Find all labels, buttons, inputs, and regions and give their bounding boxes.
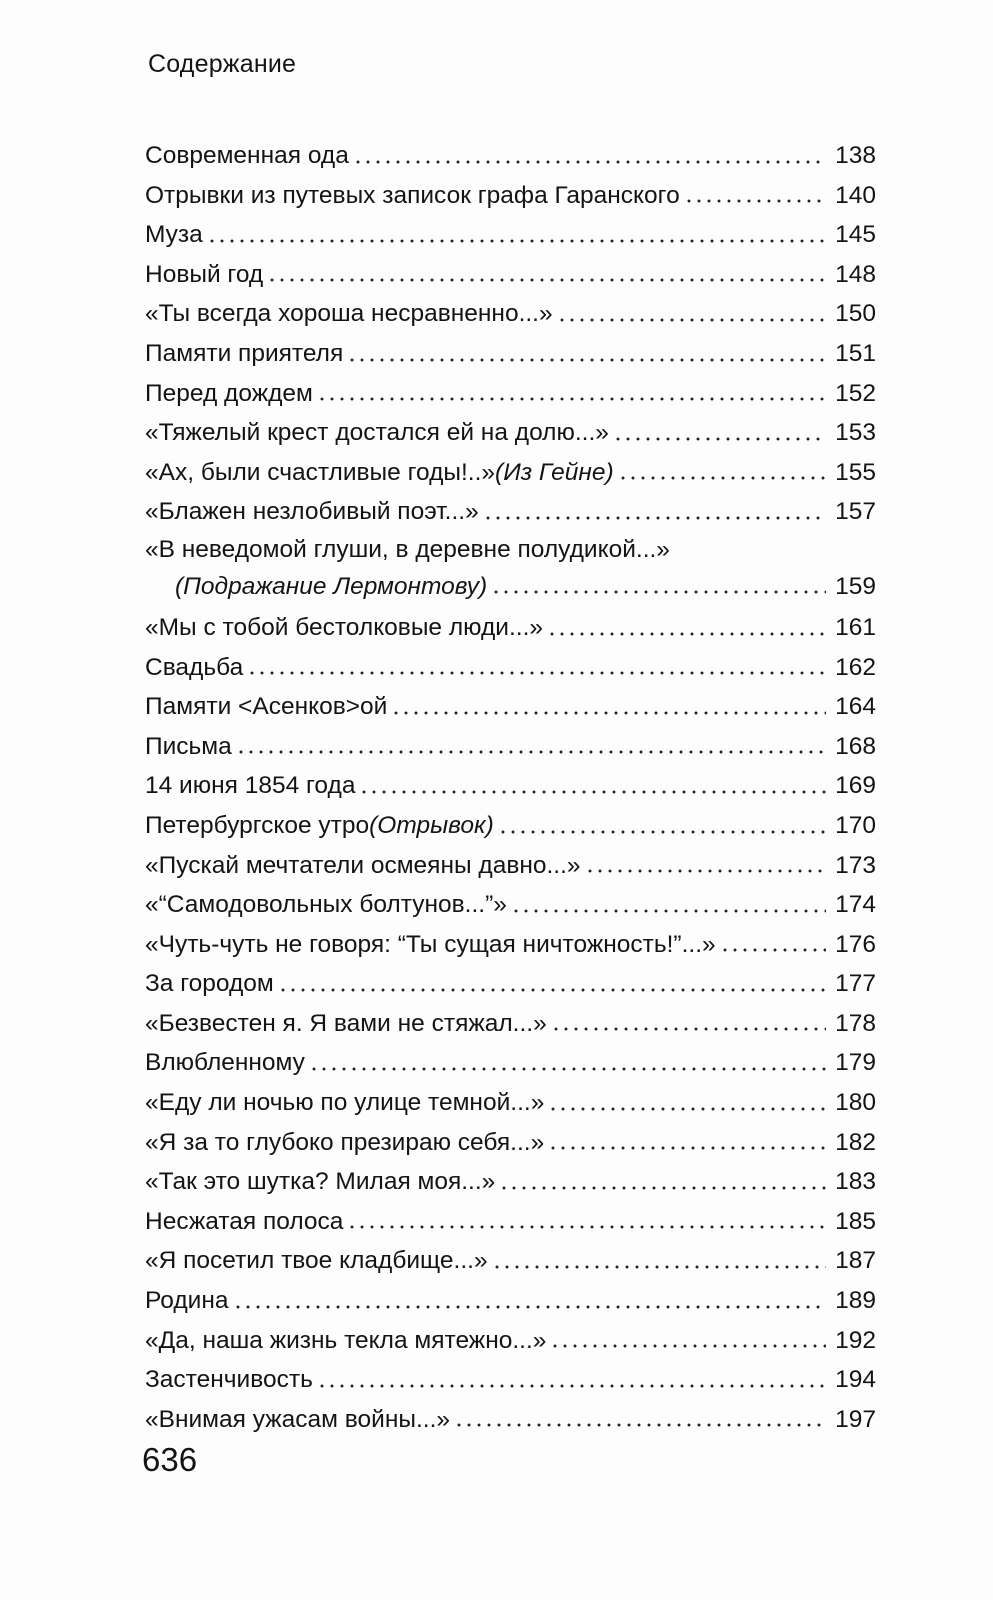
toc-entry-title: «Ты всегда хороша несравненно...» [145, 300, 553, 328]
toc-entry-page: 170 [835, 811, 876, 839]
toc-entry [145, 1004, 876, 1044]
toc-entry [145, 136, 876, 176]
toc-entry [145, 1281, 876, 1321]
toc-entry-page: 155 [835, 458, 876, 486]
toc-entry-title: «Чуть-чуть не говоря: “Ты сущая ничтожность!”...» [145, 930, 716, 958]
toc-entry-page: 152 [835, 379, 876, 407]
toc-entry [145, 648, 876, 688]
toc-entry [145, 687, 876, 727]
toc-entry-title: Памяти приятеля [145, 339, 344, 367]
toc-entry-page: 148 [835, 260, 876, 288]
toc-entry-page: 164 [835, 693, 876, 721]
toc-entry-page: 145 [835, 221, 876, 249]
toc-entry [145, 1202, 876, 1242]
toc-entry [145, 413, 876, 453]
toc-entry [145, 806, 876, 846]
toc-entry [145, 294, 876, 334]
toc-entry-title: Несжатая полоса [145, 1207, 344, 1235]
dot-leader [309, 1064, 826, 1074]
toc-entry [145, 608, 876, 648]
dot-leader [548, 1104, 826, 1114]
toc-entry [145, 215, 876, 255]
toc-entry-page: 179 [835, 1049, 876, 1077]
toc-entry-title: 14 июня 1854 года [145, 772, 356, 800]
toc-entry-title: Влюбленному [145, 1049, 305, 1077]
page-number: 636 [142, 1441, 198, 1478]
toc-entry-title: «Внимая ужасам войны...» [145, 1405, 451, 1433]
toc-entry-title: «Безвестен я. Я вами не стяжал...» [145, 1009, 547, 1037]
toc-entry-title: Отрывки из путевых записок графа Гаранского [145, 181, 680, 209]
toc-entry-title: «Еду ли ночью по улице темной...» [145, 1089, 545, 1117]
toc-entry [145, 885, 876, 925]
toc-entry-page: 182 [835, 1128, 876, 1156]
toc-entry-title: Памяти <Асенков>ой [145, 693, 388, 721]
dot-leader [613, 434, 826, 444]
toc-entry-page: 151 [835, 339, 876, 367]
dot-leader [511, 906, 826, 916]
toc-entry [145, 453, 876, 493]
toc-entry [145, 1043, 876, 1083]
dot-leader [454, 1420, 826, 1430]
toc-entry [145, 255, 876, 295]
dot-leader [317, 394, 826, 404]
toc-entry [145, 766, 876, 806]
toc-entry-title: «В неведомой глуши, в деревне полудикой...» [145, 535, 670, 563]
dot-leader [498, 827, 826, 837]
dot-leader [353, 157, 826, 167]
toc-entry-note: (Отрывок) [369, 811, 494, 839]
dot-leader [317, 1381, 826, 1391]
toc-entry [145, 846, 876, 886]
toc-entry [145, 925, 876, 965]
dot-leader [347, 355, 826, 365]
toc-entry-page: 168 [835, 732, 876, 760]
toc-entry-title: Родина [145, 1287, 229, 1315]
dot-leader [492, 1262, 826, 1272]
toc-entry [145, 1360, 876, 1400]
toc-entry-title: Муза [145, 221, 203, 249]
toc-entry-page: 178 [835, 1009, 876, 1037]
dot-leader [684, 196, 826, 206]
toc-entry [145, 176, 876, 216]
toc-entry-page: 138 [835, 142, 876, 169]
toc-entry [145, 1321, 876, 1361]
toc-entry-page: 150 [835, 300, 876, 328]
dot-leader [359, 787, 826, 797]
dot-leader [207, 236, 826, 246]
toc-entry-continuation [145, 568, 876, 606]
toc-entry [145, 964, 876, 1004]
toc-entry [145, 1400, 876, 1440]
toc-entry-page: 162 [835, 653, 876, 681]
toc-entry [145, 492, 876, 532]
toc-entry-title: «Я посетил твое кладбище...» [145, 1247, 488, 1275]
dot-leader [618, 473, 826, 483]
toc-entry [145, 1123, 876, 1163]
toc-entry-note: (Из Гейне) [495, 458, 614, 486]
toc-entry-title: Новый год [145, 260, 264, 288]
toc-entry-page: 180 [835, 1089, 876, 1117]
toc-entry-title: «Так это шутка? Милая моя...» [145, 1168, 496, 1196]
toc-entry-title: Современная ода [145, 142, 349, 169]
toc-entry-page: 157 [835, 498, 876, 526]
toc-entry-page: 194 [835, 1366, 876, 1394]
dot-leader [267, 275, 826, 285]
table-of-contents [145, 136, 876, 1439]
toc-entry [145, 1241, 876, 1281]
toc-entry-title: За городом [145, 970, 274, 998]
toc-entry-title: «Ах, были счастливые годы!..» [145, 458, 496, 486]
toc-entry-title: «Я за то глубоко презираю себя...» [145, 1128, 545, 1156]
toc-entry-note: (Подражание Лермонтову) [175, 572, 488, 600]
toc-entry [145, 727, 876, 767]
dot-leader [551, 1024, 826, 1034]
dot-leader [347, 1222, 826, 1232]
toc-entry-page: 183 [835, 1168, 876, 1196]
dot-leader [483, 513, 826, 523]
toc-entry-title: «Тяжелый крест достался ей на долю...» [145, 419, 609, 447]
dot-leader [236, 747, 826, 757]
toc-entry-title: «Блажен незлобивый поэт...» [145, 498, 479, 526]
toc-entry-page: 169 [835, 772, 876, 800]
toc-entry [145, 1162, 876, 1202]
dot-leader [720, 945, 826, 955]
toc-entry-page: 153 [835, 419, 876, 447]
toc-entry-title: Письма [145, 732, 232, 760]
dot-leader [548, 1143, 826, 1153]
toc-entry-title: Застенчивость [145, 1366, 313, 1394]
dot-leader [547, 629, 826, 639]
toc-entry-page: 185 [835, 1207, 876, 1235]
toc-entry-page: 192 [835, 1326, 876, 1354]
toc-entry [145, 532, 876, 608]
dot-leader [278, 985, 826, 995]
toc-entry-title: Перед дождем [145, 379, 313, 407]
toc-entry [145, 334, 876, 374]
toc-entry-page: 177 [835, 970, 876, 998]
toc-entry-page: 173 [835, 851, 876, 879]
dot-leader [491, 587, 826, 597]
toc-entry-page: 161 [835, 613, 876, 641]
toc-entry-page: 187 [835, 1247, 876, 1275]
dot-leader [391, 708, 826, 718]
toc-entry-page: 176 [835, 930, 876, 958]
running-head: Содержание [148, 50, 297, 78]
toc-entry [145, 1083, 876, 1123]
dot-leader [557, 315, 826, 325]
toc-entry-page: 174 [835, 891, 876, 919]
toc-entry-page: 189 [835, 1287, 876, 1315]
dot-leader [550, 1341, 826, 1351]
toc-entry-title: «Мы с тобой бестолковые люди...» [145, 613, 544, 641]
toc-entry-title: Петербургское утро [145, 811, 370, 839]
toc-entry-title: «Пускай мечтатели осмеяны давно...» [145, 851, 581, 879]
dot-leader [585, 866, 826, 876]
toc-entry-page: 159 [835, 572, 876, 600]
toc-entry-title: «Да, наша жизнь текла мятежно...» [145, 1326, 547, 1354]
dot-leader [233, 1302, 827, 1312]
toc-entry-title: «“Самодовольных болтунов...”» [145, 891, 507, 919]
toc-entry [145, 374, 876, 414]
toc-entry-body [145, 532, 876, 606]
toc-entry-title: Свадьба [145, 653, 244, 681]
dot-leader [499, 1183, 826, 1193]
toc-entry-page: 197 [835, 1405, 876, 1433]
toc-entry-page: 140 [835, 181, 876, 209]
dot-leader [247, 668, 826, 678]
